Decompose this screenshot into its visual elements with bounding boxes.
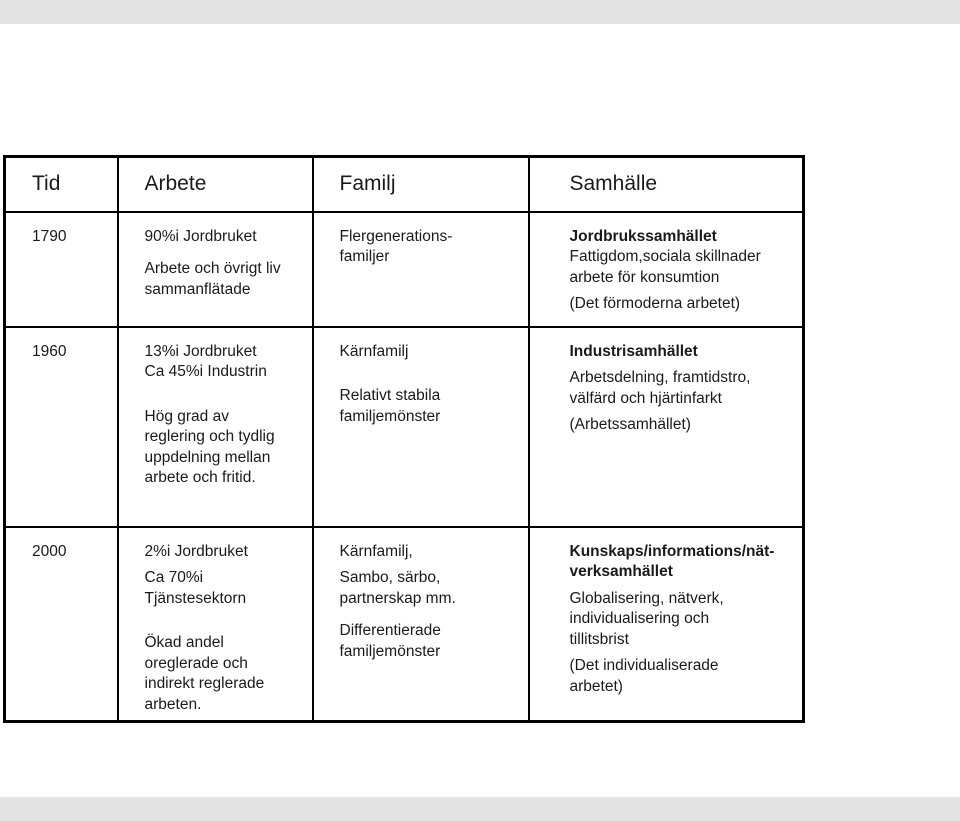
- year-cell: [5, 527, 118, 722]
- table-row: [5, 327, 804, 527]
- samhalle-line: (Det förmoderna arbetet): [569, 295, 741, 312]
- samhalle-line: Fattigdom,sociala skillnader arbete för konsumtion: [569, 248, 761, 286]
- samhalle-line: (Arbetssamhället): [569, 416, 691, 433]
- header-tid: Tid: [5, 157, 118, 212]
- header-samhalle: Samhälle: [529, 157, 804, 212]
- samhalle-title: Kunskaps/informations/nät-verksamhället: [569, 542, 775, 580]
- samhalle-line: Arbetsdelning, framtidstro, välfärd och hjärtinfarkt: [569, 369, 751, 407]
- familj-line: Relativt stabila familjemönster: [339, 387, 441, 425]
- arbete-line: Ca 45%i Industrin: [144, 363, 267, 380]
- year-text: 2000: [32, 542, 67, 560]
- history-table: [3, 155, 805, 723]
- arbete-cell: [118, 212, 313, 327]
- header-familj: Familj: [313, 157, 529, 212]
- arbete-cell: [118, 327, 313, 527]
- arbete-line: Ökad andel oreglerade och indirekt reglerade arbeten.: [144, 634, 265, 713]
- header-arbete: Arbete: [118, 157, 313, 212]
- familj-line: familjer: [339, 248, 390, 265]
- samhalle-line: (Det individualiserade arbetet): [569, 657, 719, 695]
- familj-line: Kärnfamilj: [339, 342, 409, 360]
- year-text: 1790: [32, 227, 67, 245]
- table-row: [5, 212, 804, 327]
- arbete-line: Arbete och övrigt liv sammanflätade: [144, 260, 281, 298]
- arbete-cell: [118, 527, 313, 722]
- familj-cell: [313, 212, 529, 327]
- samhalle-cell: [529, 527, 804, 722]
- bottom-bar: [0, 797, 960, 821]
- samhalle-cell: [529, 327, 804, 527]
- familj-line: Differentierade familjemönster: [339, 622, 441, 660]
- familj-cell: [313, 527, 529, 722]
- year-cell: [5, 212, 118, 327]
- table-header-row: [5, 157, 804, 212]
- table-row: [5, 527, 804, 722]
- familj-line: Flergenerations-: [339, 227, 453, 245]
- arbete-line: Ca 70%i Tjänstesektorn: [144, 569, 247, 607]
- familj-cell: [313, 327, 529, 527]
- familj-line: Sambo, särbo, partnerskap mm.: [339, 569, 456, 607]
- samhalle-cell: [529, 212, 804, 327]
- year-text: 1960: [32, 342, 67, 360]
- arbete-line: 2%i Jordbruket: [144, 542, 248, 560]
- samhalle-line: Globalisering, nätverk, individualisering och tillitsbrist: [569, 589, 724, 648]
- arbete-line: 13%i Jordbruket: [144, 342, 257, 360]
- top-bar: [0, 0, 960, 24]
- samhalle-title: Jordbrukssamhället: [569, 227, 717, 245]
- year-cell: [5, 327, 118, 527]
- familj-line: Kärnfamilj,: [339, 542, 413, 560]
- arbete-line: Hög grad av reglering och tydlig uppdelning mellan arbete och fritid.: [144, 407, 275, 486]
- samhalle-title: Industrisamhället: [569, 342, 698, 360]
- arbete-line: 90%i Jordbruket: [144, 227, 257, 245]
